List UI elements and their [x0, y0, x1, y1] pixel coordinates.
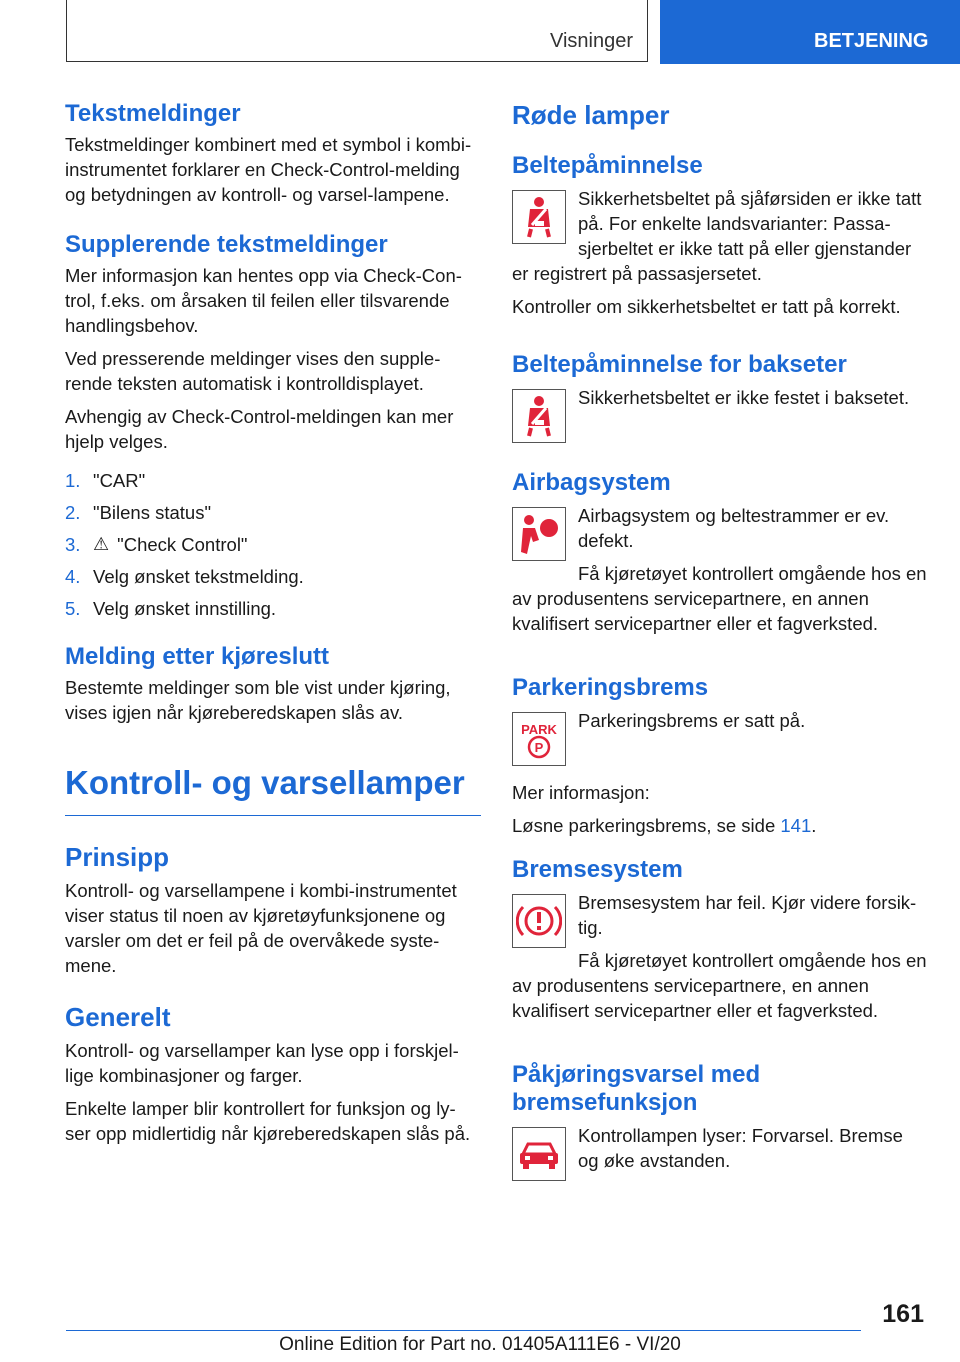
page-number: 161 — [882, 1300, 924, 1328]
footer-divider — [66, 1330, 861, 1331]
section-title: Visninger — [549, 30, 633, 52]
parking-brake-icon — [512, 712, 566, 766]
brake-warning-icon — [512, 894, 566, 948]
heading-bakseter: Beltepåminnelse for bakseter — [512, 351, 847, 378]
collision-warning-icon — [512, 1127, 566, 1181]
text-losne-parkeringsbrems: Løsne parkeringsbrems, se side 141. — [512, 815, 817, 836]
footer-edition: Online Edition for Part no. 01405A111E6 - VI/20 — [279, 1334, 681, 1355]
header-box — [66, 0, 648, 62]
svg-text:P: P — [534, 740, 544, 755]
heading-generelt: Generelt — [65, 1002, 171, 1032]
lamp-brake-system — [512, 890, 928, 1031]
warning-triangle-icon: ⚠ — [93, 534, 110, 554]
para-supplerende-3: Avhengig av Check-Control-meldingen kan mer hjelp velges. — [65, 406, 454, 452]
heading-pakjoringsvarsel: Påkjøringsvarsel med bremsefunksjon — [512, 1061, 761, 1116]
text-bremsesystem-2: Få kjøretøyet kontrollert omgående hos en av produsentens servicepartnere, en annen kvalifisert servicepartner eller et fagverksted. — [512, 950, 927, 1021]
heading-kontroll-varsellamper: Kontroll- og varsellamper — [65, 763, 481, 816]
steps-list — [65, 468, 481, 621]
left-column — [65, 100, 481, 1154]
list-item: 2. "Bilens status" — [65, 502, 212, 523]
list-item: 3. ⚠ "Check Control" — [65, 534, 248, 555]
right-column — [512, 100, 928, 1185]
page-header — [0, 0, 960, 66]
lamp-parking-brake — [512, 708, 928, 770]
text-bremsesystem: Bremsesystem har feil. Kjør videre forsik-tig. — [578, 892, 917, 938]
heading-supplerende: Supplerende tekstmeldinger — [65, 231, 388, 258]
park-label: PARK — [521, 722, 557, 737]
heading-parkeringsbrems: Parkeringsbrems — [512, 674, 709, 701]
text-mer-informasjon: Mer informasjon: — [512, 782, 650, 803]
text-pakjoringsvarsel: Kontrollampen lyser: Forvarsel. Bremse og øke avstanden. — [578, 1125, 903, 1171]
text-beltepaminnelse: Sikkerhetsbeltet på sjåførsiden er ikke tatt på. For enkelte landsvarianter: Passa-sjerbeltet er ikke tatt på eller gjenstander er registrert på passasjersetet. — [512, 188, 922, 284]
lamp-collision-warning — [512, 1123, 928, 1185]
text-beltepaminnelse-2: Kontroller om sikkerhetsbeltet er tatt på korrekt. — [512, 296, 901, 317]
rear-seatbelt-icon — [512, 389, 566, 443]
list-item: 4. Velg ønsket tekstmelding. — [65, 566, 304, 587]
heading-beltepaminnelse: Beltepåminnelse — [512, 152, 703, 179]
text-airbag-2: Få kjøretøyet kontrollert omgående hos en av produsentens servicepartnere, en annen kvalifisert servicepartner eller et fagverksted. — [512, 563, 927, 634]
text-parkeringsbrems: Parkeringsbrems er satt på. — [578, 710, 806, 731]
para-generelt-2: Enkelte lamper blir kontrollert for funksjon og ly-ser opp midlertidig når kjøreberedskapen slås på. — [65, 1098, 471, 1144]
para-generelt-1: Kontroll- og varsellamper kan lyse opp i forskjel-lige kombinasjoner og farger. — [65, 1040, 459, 1086]
para-supplerende-1: Mer informasjon kan hentes opp via Check-Con-trol, f.eks. om årsaken til feilen eller tilsvarende handlingsbehov. — [65, 265, 462, 336]
lamp-airbag — [512, 503, 928, 644]
airbag-icon — [512, 507, 566, 561]
para-melding-etter: Bestemte meldinger som ble vist under kjøring, vises igjen når kjøreberedskapen slås av. — [65, 677, 451, 723]
chapter-tab: BETJENING — [660, 0, 960, 64]
heading-bremsesystem: Bremsesystem — [512, 856, 683, 883]
heading-airbagsystem: Airbagsystem — [512, 469, 671, 496]
text-airbag: Airbagsystem og beltestrammer er ev. defekt. — [578, 505, 890, 551]
seatbelt-warning-icon — [512, 190, 566, 244]
heading-tekstmeldinger: Tekstmeldinger — [65, 100, 241, 127]
heading-melding-etter: Melding etter kjøreslutt — [65, 643, 330, 670]
list-item: 1. "CAR" — [65, 470, 146, 491]
list-item: 5. Velg ønsket innstilling. — [65, 598, 277, 619]
para-prinsipp: Kontroll- og varsellampene i kombi-instrumentet viser status til noen av kjøretøyfunksjonene og varsler om det er feil på de overvåkede syste-mene. — [65, 880, 457, 976]
lamp-seatbelt — [512, 186, 928, 294]
page-link-141[interactable]: 141 — [780, 815, 812, 836]
heading-prinsipp: Prinsipp — [65, 842, 170, 872]
text-bakseter: Sikkerhetsbeltet er ikke festet i baksetet. — [578, 387, 910, 408]
heading-rode-lamper: Røde lamper — [512, 100, 670, 130]
para-supplerende-2: Ved presserende meldinger vises den supple-rende teksten automatisk i kontrolldisplayet. — [65, 348, 441, 394]
para-tekstmeldinger: Tekstmeldinger kombinert med et symbol i kombi-instrumentet forklarer en Check-Control-melding og betydningen av kontroll- og varsel-lampene. — [65, 134, 472, 205]
lamp-rear-seatbelt — [512, 385, 928, 447]
